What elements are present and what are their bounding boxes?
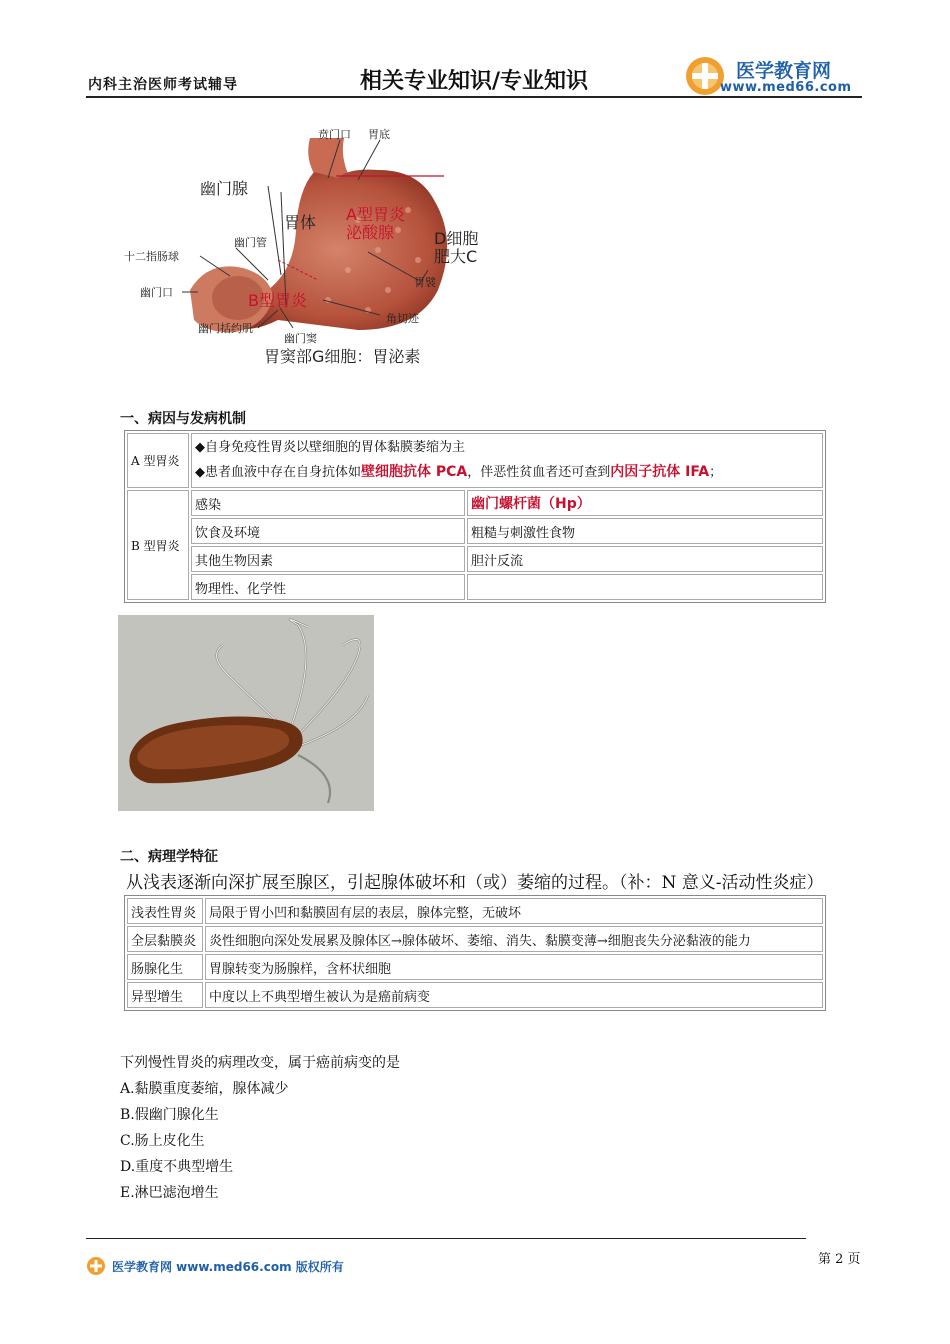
label-a-type-gastritis: A型胃炎 xyxy=(346,205,405,224)
table-row xyxy=(127,518,823,544)
b-cause: 饮食及环境 xyxy=(191,518,465,544)
table-row xyxy=(127,574,823,600)
table-row xyxy=(127,490,823,516)
header-course-name: 内科主治医师考试辅导 xyxy=(88,77,238,93)
table-row xyxy=(127,433,823,488)
stomach-diagram xyxy=(118,120,488,370)
footer-copyright: 医学教育网 www.med66.com 版权所有 xyxy=(112,1260,344,1274)
label-duodenal-bulb: 十二指肠球 xyxy=(124,250,179,263)
b-cause-detail xyxy=(467,574,823,600)
pathology-desc: 炎性细胞向深处发展累及腺体区→腺体破坏、萎缩、消失、黏膜变薄→细胞丧失分泌黏液的能力 xyxy=(205,926,823,952)
logo-url: www.med66.com xyxy=(720,80,852,95)
b-type-label: B 型胃炎 xyxy=(127,490,189,600)
pathology-desc: 胃腺转变为肠腺样，含杯状细胞 xyxy=(205,954,823,980)
table-row xyxy=(127,982,823,1008)
page-number: 第 2 页 xyxy=(818,1252,861,1267)
pathology-desc: 中度以上不典型增生被认为是癌前病变 xyxy=(205,982,823,1008)
section1-heading: 一、病因与发病机制 xyxy=(120,411,246,427)
label-angular-notch: 角切迹 xyxy=(386,312,419,325)
pca-antibody: 壁细胞抗体 PCA xyxy=(361,464,468,480)
table-row xyxy=(127,926,823,952)
table-row xyxy=(127,954,823,980)
a-line2-mid: ，伴恶性贫血者还可查到 xyxy=(467,465,611,480)
label-d-cell: D细胞 xyxy=(434,229,479,248)
b-cause: 物理性、化学性 xyxy=(191,574,465,600)
table-row xyxy=(127,898,823,924)
pathology-name: 肠腺化生 xyxy=(127,954,203,980)
question-stem: 下列慢性胃炎的病理改变，属于癌前病变的是 xyxy=(120,1055,400,1071)
footer-logo-icon xyxy=(86,1256,106,1276)
etiology-table xyxy=(124,430,826,603)
b-cause: 感染 xyxy=(191,490,465,516)
label-sphincter: 幽门括约肌 xyxy=(198,322,253,335)
label-body: 胃体 xyxy=(284,213,317,232)
footer-rule xyxy=(86,1238,806,1239)
label-antrum: 幽门窦 xyxy=(284,332,317,345)
label-rugae: 胃襞 xyxy=(414,276,436,289)
pathology-table xyxy=(124,895,826,1011)
label-pylorus: 幽门口 xyxy=(140,286,173,299)
label-mast-cell: 肥大C xyxy=(434,247,478,266)
helicobacter-pylori-image-icon xyxy=(118,615,374,811)
b-cause-detail: 幽门螺杆菌（Hp） xyxy=(467,490,823,516)
option-c: C.肠上皮化生 xyxy=(120,1133,205,1149)
a-type-line1: ◆自身免疫性胃炎以壁细胞的胃体黏膜萎缩为主 xyxy=(195,440,465,455)
pathology-desc: 局限于胃小凹和黏膜固有层的表层，腺体完整，无破坏 xyxy=(205,898,823,924)
logo-text: 医学教育网 xyxy=(736,60,832,82)
a-type-content xyxy=(191,433,823,488)
b-cause-detail: 粗糙与刺激性食物 xyxy=(467,518,823,544)
option-a: A.黏膜重度萎缩，腺体减少 xyxy=(120,1081,289,1097)
a-type-line2 xyxy=(195,460,819,485)
header-title: 相关专业知识/专业知识 xyxy=(360,69,589,94)
section2-intro: 从浅表逐渐向深扩展至腺区，引起腺体破坏和（或）萎缩的过程。（补：N 意义-活动性炎症） xyxy=(126,873,824,893)
table-row xyxy=(127,546,823,572)
ifa-antibody: 内因子抗体 IFA xyxy=(610,464,710,480)
label-pyloric-gland: 幽门腺 xyxy=(200,179,249,198)
header-rule xyxy=(86,96,862,98)
a-line2-end: ； xyxy=(709,465,723,480)
label-fundus: 胃底 xyxy=(368,128,390,141)
label-g-cell-gastrin: 胃窦部G细胞：胃泌素 xyxy=(264,347,421,366)
option-e: E.淋巴滤泡增生 xyxy=(120,1185,219,1201)
label-b-type-gastritis: B型胃炎 xyxy=(248,291,307,310)
section2-heading: 二、病理学特征 xyxy=(120,849,218,865)
a-line2-pre: ◆患者血液中存在自身抗体如 xyxy=(195,465,361,480)
b-cause: 其他生物因素 xyxy=(191,546,465,572)
a-type-label: A 型胃炎 xyxy=(127,433,189,488)
label-oxyntic-gland: 泌酸腺 xyxy=(346,223,395,242)
label-pyloric-canal: 幽门管 xyxy=(234,236,267,249)
option-b: B.假幽门腺化生 xyxy=(120,1107,219,1123)
b-cause-detail: 胆汁反流 xyxy=(467,546,823,572)
label-cardia: 贲门口 xyxy=(318,128,351,141)
pathology-name: 异型增生 xyxy=(127,982,203,1008)
pathology-name: 全层黏膜炎 xyxy=(127,926,203,952)
pathology-name: 浅表性胃炎 xyxy=(127,898,203,924)
option-d: D.重度不典型增生 xyxy=(120,1159,234,1175)
